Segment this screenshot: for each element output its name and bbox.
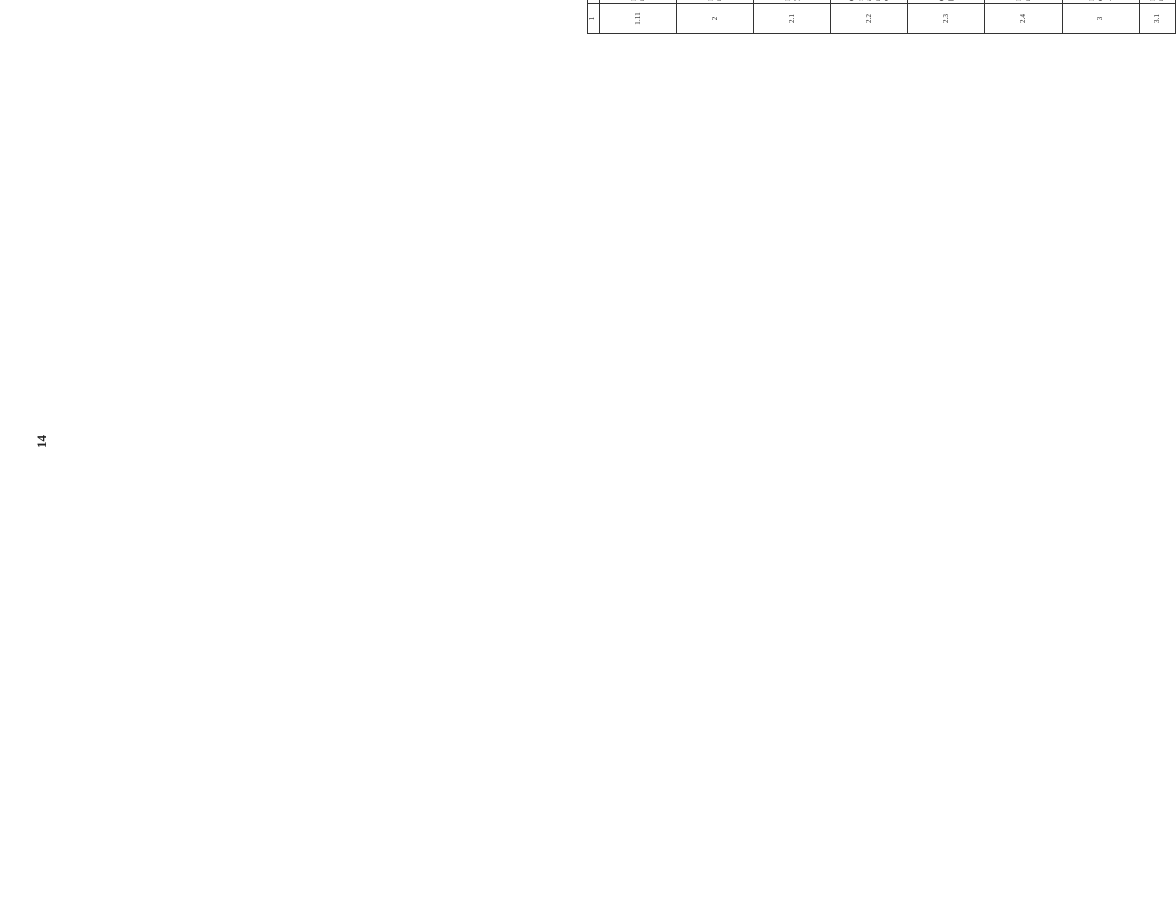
table-row: [831, 0, 843, 34]
item-name: [831, 0, 908, 4]
header-row: [588, 0, 600, 34]
table-row: [1062, 0, 1074, 34]
item-number: 2.1: [754, 4, 831, 34]
item-number: 3: [1062, 4, 1139, 34]
budget-table-sheet: [587, 0, 1161, 34]
budget-table: [587, 0, 1176, 34]
item-name: [677, 0, 754, 4]
table-row: [600, 0, 612, 34]
table-row: [908, 0, 920, 34]
table-body: [600, 0, 1176, 34]
table-row: [754, 0, 766, 34]
column-number-2: [588, 0, 600, 4]
table-row: [985, 0, 997, 34]
item-number: 2.2: [831, 4, 908, 34]
item-number: 2: [677, 4, 754, 34]
item-name: [985, 0, 1062, 4]
item-number: 3.1: [1139, 4, 1175, 34]
item-number: 1.11: [600, 4, 677, 34]
page-number: 14: [34, 435, 49, 448]
item-name: [1139, 0, 1175, 4]
table-row: [677, 0, 689, 34]
item-name: [600, 0, 677, 4]
table-row: [1139, 0, 1151, 34]
item-number: 2.4: [985, 4, 1062, 34]
item-number: 2.3: [908, 4, 985, 34]
item-name: [754, 0, 831, 4]
item-name: [1062, 0, 1139, 4]
item-name: [908, 0, 985, 4]
column-number-1: 1: [588, 4, 600, 34]
